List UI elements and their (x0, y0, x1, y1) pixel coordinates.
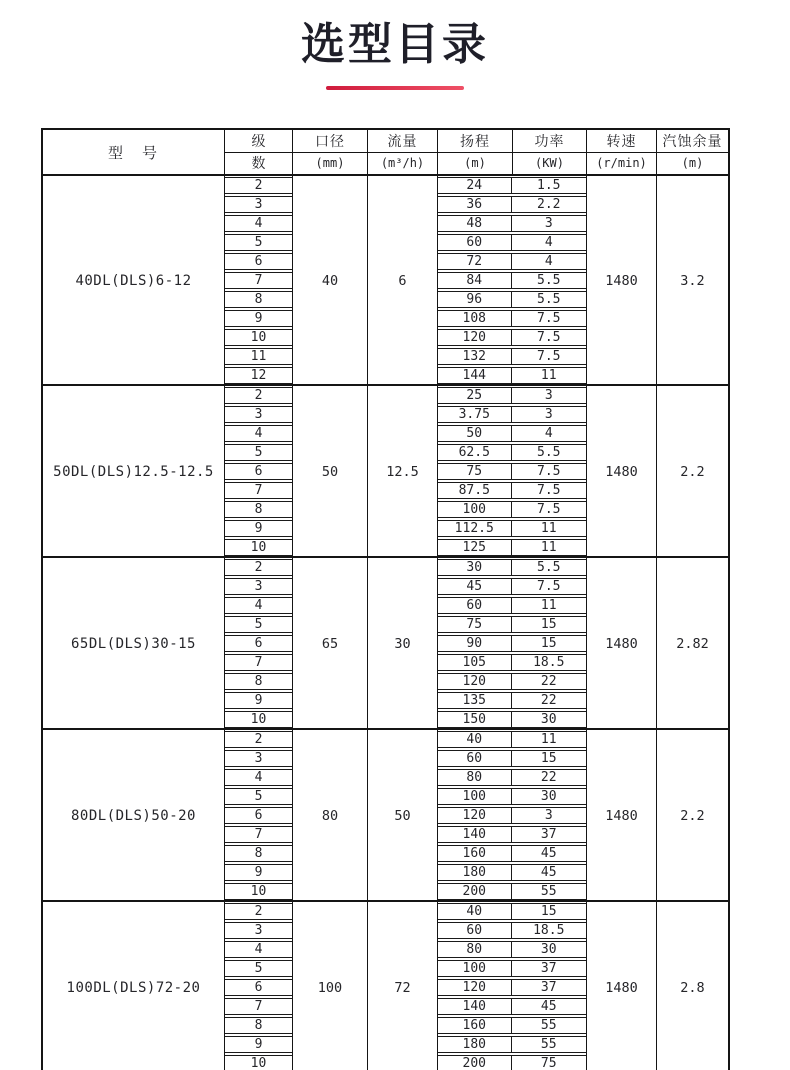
head-power-row (438, 482, 586, 499)
flow-value: 12.5 (367, 386, 437, 557)
head-value: 100 (438, 961, 512, 976)
head-value: 40 (438, 904, 512, 919)
model-name: 40DL(DLS)6-12 (75, 272, 192, 289)
column-header-label: 扬程 (438, 130, 512, 153)
stage-value: 8 (225, 501, 292, 518)
model-block (43, 900, 728, 1070)
head-value: 160 (438, 1018, 512, 1033)
power-value: 1.5 (537, 178, 561, 193)
power-value: 11 (540, 598, 557, 613)
head-power-row (438, 864, 586, 881)
stage-value: 10 (225, 711, 292, 728)
stage-value: 6 (225, 463, 292, 480)
speed-value: 1480 (586, 176, 656, 385)
head-power-row (438, 769, 586, 786)
head-value: 100 (438, 502, 512, 517)
head-power-row (438, 348, 586, 365)
power-value: 15 (540, 617, 557, 632)
model-block (43, 174, 728, 384)
speed-value: 1480 (586, 386, 656, 557)
head-value: 50 (438, 426, 512, 441)
stage-value: 7 (225, 272, 292, 289)
stage-value: 5 (225, 234, 292, 251)
power-value: 22 (540, 770, 557, 785)
head-power-row (438, 310, 586, 327)
npsh-value: 2.2 (656, 730, 728, 901)
table-header (43, 130, 728, 174)
column-header-unit: (r/min) (596, 156, 647, 171)
power-value: 3 (544, 808, 553, 823)
column-header (292, 130, 367, 174)
flow-value: 72 (367, 902, 437, 1070)
page-title: 选型目录 (301, 19, 489, 70)
stage-value: 10 (225, 1055, 292, 1070)
stage-value: 9 (225, 310, 292, 327)
stage-value: 4 (225, 941, 292, 958)
power-value: 7.5 (537, 349, 561, 364)
flow-value: 30 (367, 558, 437, 729)
head-power-row (438, 425, 586, 442)
npsh-value: 2.2 (656, 386, 728, 557)
head-power-row (438, 406, 586, 423)
column-header (512, 130, 586, 174)
stage-value: 10 (225, 883, 292, 900)
head-power-row (438, 177, 586, 194)
column-header-unit: (m³/h) (380, 156, 425, 171)
power-value: 4 (544, 254, 553, 269)
stage-value: 4 (225, 425, 292, 442)
power-value: 11 (540, 368, 557, 383)
head-power-row (438, 196, 586, 213)
head-value: 180 (438, 1037, 512, 1052)
power-value: 11 (540, 732, 557, 747)
model-column-header: 型 号 (107, 143, 159, 162)
head-power-row (438, 234, 586, 251)
column-header (367, 130, 437, 174)
stage-value: 2 (225, 177, 292, 194)
column-header (656, 130, 728, 174)
stage-value: 9 (225, 692, 292, 709)
power-value: 7.5 (537, 464, 561, 479)
head-value: 45 (438, 579, 512, 594)
head-power-row (438, 329, 586, 346)
stage-value: 5 (225, 616, 292, 633)
stage-list (224, 558, 292, 729)
head-power-row (438, 654, 586, 671)
head-power-row (438, 826, 586, 843)
head-power-row (438, 520, 586, 537)
power-value: 75 (540, 1056, 557, 1070)
stage-value: 2 (225, 903, 292, 920)
flow-value: 6 (367, 176, 437, 385)
head-power-list (437, 176, 586, 385)
stage-list (224, 386, 292, 557)
column-header-unit: (KW) (535, 156, 564, 171)
stage-value: 6 (225, 979, 292, 996)
power-value: 45 (540, 846, 557, 861)
head-value: 108 (438, 311, 512, 326)
head-value: 60 (438, 923, 512, 938)
stage-value: 9 (225, 864, 292, 881)
head-value: 60 (438, 751, 512, 766)
head-value: 135 (438, 693, 512, 708)
column-header-label: 流量 (368, 130, 437, 153)
head-value: 48 (438, 216, 512, 231)
power-value: 15 (540, 904, 557, 919)
stage-value: 7 (225, 826, 292, 843)
power-value: 5.5 (537, 445, 561, 460)
power-value: 55 (540, 884, 557, 899)
stage-value: 9 (225, 520, 292, 537)
head-value: 87.5 (438, 483, 512, 498)
diameter-value: 40 (292, 176, 367, 385)
model-name: 80DL(DLS)50-20 (70, 807, 196, 824)
catalog-table (41, 128, 730, 1070)
power-value: 11 (540, 540, 557, 555)
power-value: 37 (540, 961, 557, 976)
head-power-row (438, 922, 586, 939)
stage-value: 3 (225, 750, 292, 767)
column-header-label: 汽蚀余量 (657, 130, 728, 153)
diameter-value: 50 (292, 386, 367, 557)
head-power-row (438, 501, 586, 518)
head-power-row (438, 578, 586, 595)
head-value: 84 (438, 273, 512, 288)
head-power-row (438, 463, 586, 480)
head-power-row (438, 616, 586, 633)
head-power-row (438, 215, 586, 232)
head-value: 62.5 (438, 445, 512, 460)
head-power-row (438, 807, 586, 824)
head-value: 75 (438, 617, 512, 632)
stage-value: 2 (225, 559, 292, 576)
head-value: 3.75 (438, 407, 512, 422)
head-value: 80 (438, 770, 512, 785)
stage-value: 6 (225, 253, 292, 270)
head-value: 90 (438, 636, 512, 651)
head-value: 96 (438, 292, 512, 307)
head-power-row (438, 883, 586, 900)
stage-value: 10 (225, 539, 292, 556)
stage-value: 2 (225, 731, 292, 748)
power-value: 55 (540, 1018, 557, 1033)
title-underline (326, 86, 464, 90)
power-value: 7.5 (537, 579, 561, 594)
power-value: 5.5 (537, 292, 561, 307)
stage-value: 11 (225, 348, 292, 365)
power-value: 7.5 (537, 311, 561, 326)
head-power-row (438, 960, 586, 977)
stage-header-bottom: 数 (251, 156, 266, 173)
stage-value: 6 (225, 635, 292, 652)
head-value: 105 (438, 655, 512, 670)
power-value: 3 (544, 388, 553, 403)
head-value: 80 (438, 942, 512, 957)
head-power-row (438, 979, 586, 996)
npsh-value: 3.2 (656, 176, 728, 385)
power-value: 30 (540, 789, 557, 804)
stage-value: 7 (225, 998, 292, 1015)
head-power-list (437, 558, 586, 729)
head-value: 200 (438, 1056, 512, 1070)
head-power-row (438, 673, 586, 690)
head-power-row (438, 941, 586, 958)
stage-value: 7 (225, 482, 292, 499)
power-value: 45 (540, 865, 557, 880)
power-value: 15 (540, 636, 557, 651)
head-value: 75 (438, 464, 512, 479)
power-value: 37 (540, 827, 557, 842)
stage-value: 3 (225, 922, 292, 939)
stage-value: 3 (225, 196, 292, 213)
head-power-row (438, 444, 586, 461)
head-value: 120 (438, 980, 512, 995)
stage-value: 2 (225, 387, 292, 404)
power-value: 7.5 (537, 483, 561, 498)
stage-value: 8 (225, 845, 292, 862)
diameter-value: 80 (292, 730, 367, 901)
stage-value: 6 (225, 807, 292, 824)
flow-value: 50 (367, 730, 437, 901)
column-header-unit: (m) (681, 156, 704, 171)
head-value: 140 (438, 827, 512, 842)
head-power-row (438, 692, 586, 709)
head-power-row (438, 998, 586, 1015)
head-power-row (438, 597, 586, 614)
power-value: 3 (544, 216, 553, 231)
power-value: 7.5 (537, 330, 561, 345)
stage-column-header (224, 130, 292, 174)
head-value: 144 (438, 368, 512, 383)
stage-value: 5 (225, 444, 292, 461)
stage-value: 4 (225, 597, 292, 614)
column-header-unit: (mm) (315, 156, 345, 171)
stage-value: 5 (225, 960, 292, 977)
head-power-row (438, 291, 586, 308)
power-value: 4 (544, 235, 553, 250)
diameter-value: 100 (292, 902, 367, 1070)
stage-list (224, 902, 292, 1070)
head-value: 25 (438, 388, 512, 403)
head-value: 150 (438, 712, 512, 727)
stage-value: 4 (225, 769, 292, 786)
head-power-row (438, 635, 586, 652)
head-value: 60 (438, 235, 512, 250)
head-power-row (438, 845, 586, 862)
head-power-row (438, 1017, 586, 1034)
model-name: 100DL(DLS)72-20 (66, 979, 201, 996)
head-value: 120 (438, 330, 512, 345)
catalog-page (0, 8, 790, 1070)
stage-list (224, 730, 292, 901)
power-value: 30 (540, 942, 557, 957)
head-power-row (438, 272, 586, 289)
model-name: 50DL(DLS)12.5-12.5 (53, 463, 214, 480)
model-block (43, 384, 728, 556)
speed-value: 1480 (586, 558, 656, 729)
head-power-row (438, 1036, 586, 1053)
stage-value: 8 (225, 673, 292, 690)
model-name: 65DL(DLS)30-15 (70, 635, 196, 652)
head-power-row (438, 367, 586, 384)
power-value: 22 (540, 674, 557, 689)
head-value: 100 (438, 789, 512, 804)
head-value: 112.5 (438, 521, 512, 536)
head-power-row (438, 788, 586, 805)
stage-value: 3 (225, 578, 292, 595)
head-power-row (438, 253, 586, 270)
speed-value: 1480 (586, 902, 656, 1070)
power-value: 11 (540, 521, 557, 536)
head-power-row (438, 1055, 586, 1070)
head-power-row (438, 750, 586, 767)
stage-value: 7 (225, 654, 292, 671)
stage-value: 9 (225, 1036, 292, 1053)
stage-header-top: 级 (225, 130, 292, 153)
head-value: 72 (438, 254, 512, 269)
power-value: 5.5 (537, 273, 561, 288)
power-value: 15 (540, 751, 557, 766)
head-value: 160 (438, 846, 512, 861)
power-value: 30 (540, 712, 557, 727)
column-header-label: 功率 (513, 130, 586, 153)
diameter-value: 65 (292, 558, 367, 729)
head-value: 132 (438, 349, 512, 364)
npsh-value: 2.82 (656, 558, 728, 729)
head-power-row (438, 539, 586, 556)
stage-value: 4 (225, 215, 292, 232)
power-value: 3 (544, 407, 553, 422)
power-value: 4 (544, 426, 553, 441)
stage-value: 12 (225, 367, 292, 384)
stage-value: 5 (225, 788, 292, 805)
power-value: 7.5 (537, 502, 561, 517)
model-block (43, 728, 728, 900)
power-value: 45 (540, 999, 557, 1014)
head-power-row (438, 903, 586, 920)
power-value: 37 (540, 980, 557, 995)
head-value: 40 (438, 732, 512, 747)
head-value: 120 (438, 674, 512, 689)
power-value: 22 (540, 693, 557, 708)
column-header (437, 130, 512, 174)
power-value: 2.2 (537, 197, 561, 212)
stage-value: 8 (225, 1017, 292, 1034)
speed-value: 1480 (586, 730, 656, 901)
power-value: 55 (540, 1037, 557, 1052)
power-value: 5.5 (537, 560, 561, 575)
head-value: 36 (438, 197, 512, 212)
power-value: 18.5 (533, 655, 565, 670)
head-value: 180 (438, 865, 512, 880)
head-power-row (438, 731, 586, 748)
head-power-list (437, 902, 586, 1070)
head-power-list (437, 730, 586, 901)
head-power-list (437, 386, 586, 557)
power-value: 18.5 (533, 923, 565, 938)
head-power-row (438, 711, 586, 728)
npsh-value: 2.8 (656, 902, 728, 1070)
head-power-row (438, 387, 586, 404)
stage-value: 3 (225, 406, 292, 423)
column-header (586, 130, 656, 174)
head-power-row (438, 559, 586, 576)
head-value: 24 (438, 178, 512, 193)
head-value: 140 (438, 999, 512, 1014)
head-value: 200 (438, 884, 512, 899)
model-block (43, 556, 728, 728)
column-header-label: 转速 (587, 130, 656, 153)
column-header-unit: (m) (464, 156, 486, 171)
head-value: 120 (438, 808, 512, 823)
stage-list (224, 176, 292, 385)
head-value: 125 (438, 540, 512, 555)
head-value: 60 (438, 598, 512, 613)
stage-value: 8 (225, 291, 292, 308)
stage-value: 10 (225, 329, 292, 346)
head-value: 30 (438, 560, 512, 575)
column-header-label: 口径 (293, 130, 367, 153)
